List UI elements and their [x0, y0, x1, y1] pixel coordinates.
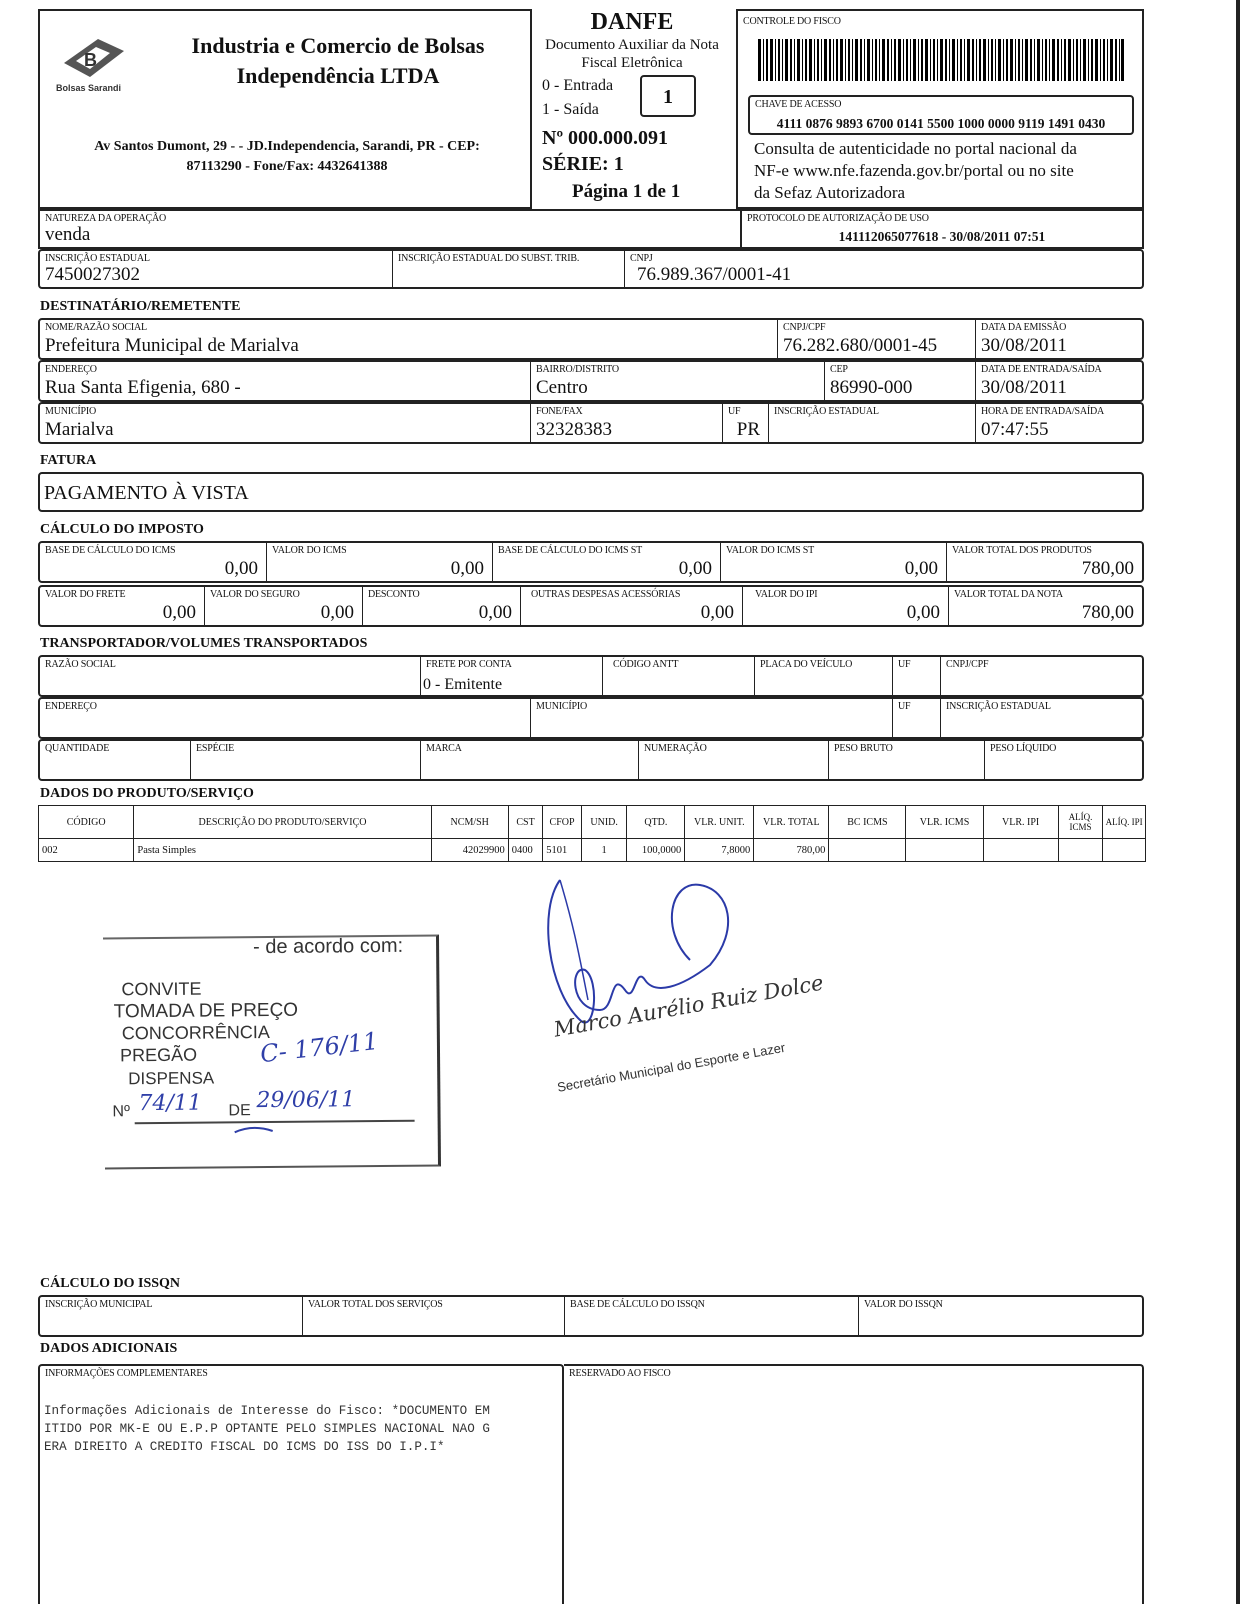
imposto-cell: [266, 543, 492, 581]
emitente-name-line1: Industria e Comercio de Bolsas: [191, 33, 485, 58]
dest-uf-cell: [722, 404, 768, 442]
imposto-value: 780,00: [1081, 602, 1134, 623]
dest-hora-label: HORA DE ENTRADA/SAÍDA: [981, 406, 1105, 417]
protocolo-cell: [740, 211, 1142, 247]
dest-cep-label: CEP: [830, 364, 848, 375]
imposto-cell: [362, 587, 520, 625]
imposto-cell: [520, 587, 742, 625]
imposto-cell: [492, 543, 720, 581]
info-line3: ERA DIREITO A CREDITO FISCAL DO ICMS DO ISS DO I.P.I*: [44, 1440, 445, 1454]
column-header: CFOP: [543, 806, 582, 839]
stamp-line3: TOMADA DE PREÇO: [113, 999, 299, 1023]
transporte-row2: [38, 697, 1144, 739]
transp-cell: [828, 741, 984, 779]
stamp-handwritten-pregao: C- 176/11: [258, 1026, 380, 1069]
transporte-row1: [38, 655, 1144, 697]
transp-label: QUANTIDADE: [45, 743, 110, 754]
emitente-box: [38, 9, 532, 209]
transp-cell: [940, 657, 1142, 695]
transp-label: MUNICÍPIO: [536, 701, 587, 712]
emitente-address-line2: 87113290 - Fone/Fax: 4432641388: [186, 159, 388, 174]
natureza-cell: [40, 211, 740, 247]
table-row: [39, 839, 1146, 862]
svg-text:B: B: [84, 50, 97, 70]
emitente-address-line1: Av Santos Dumont, 29 - - JD.Independencia, Sarandi, PR - CEP:: [94, 139, 480, 154]
destinatario-row1: [38, 318, 1144, 360]
imposto-value: 0,00: [478, 602, 512, 623]
dest-entrada-value: 30/08/2011: [981, 377, 1067, 398]
imposto-value: 0,00: [700, 602, 734, 623]
table-cell: [1103, 839, 1146, 862]
dest-entrada-cell: [975, 362, 1142, 400]
imposto-value: 0,00: [678, 558, 712, 579]
nf-page: Página 1 de 1: [572, 181, 681, 202]
dest-uf-label: UF: [728, 406, 741, 417]
transp-label: PESO LÍQUIDO: [990, 743, 1057, 754]
issqn-label: VALOR DO ISSQN: [864, 1299, 943, 1310]
reservado-fisco-label: RESERVADO AO FISCO: [569, 1368, 671, 1379]
danfe-subtitle-1: Documento Auxiliar da Nota: [545, 37, 719, 53]
dest-endereco-label: ENDEREÇO: [45, 364, 97, 375]
adicionais-heading: DADOS ADICIONAIS: [40, 1341, 178, 1356]
consulta-line2: NF-e www.nfe.fazenda.gov.br/portal ou no site: [754, 161, 1074, 180]
ie-value: 7450027302: [45, 264, 140, 285]
imposto-value: 0,00: [162, 602, 196, 623]
imposto-label: BASE DE CÁLCULO DO ICMS ST: [498, 545, 642, 556]
info-complementares-box: [38, 1364, 564, 1604]
tipo-entrada: 0 - Entrada: [542, 77, 614, 94]
protocolo-value: 141112065077618 - 30/08/2011 07:51: [838, 229, 1046, 244]
danfe-subtitle-2: Fiscal Eletrônica: [581, 55, 683, 71]
transp-cell: [40, 657, 420, 695]
dest-bairro-label: BAIRRO/DISTRITO: [536, 364, 619, 375]
imposto-value: 0,00: [320, 602, 354, 623]
logo-text: Bolsas Sarandi: [56, 83, 122, 93]
dest-nome-cell: [40, 320, 777, 358]
company-logo: [54, 33, 132, 95]
dest-municipio-cell: [40, 404, 530, 442]
dest-fone-label: FONE/FAX: [536, 406, 583, 417]
dest-municipio-label: MUNICÍPIO: [45, 406, 96, 417]
column-header: VLR. IPI: [983, 806, 1058, 839]
table-cell: 5101: [543, 839, 582, 862]
stamp-line6: DISPENSA: [128, 1068, 215, 1089]
stamp-line4: CONCORRÊNCIA: [121, 1022, 270, 1044]
imposto-label: VALOR DO IPI: [755, 589, 818, 600]
imposto-label: VALOR DO ICMS: [272, 545, 347, 556]
dest-emissao-label: DATA DA EMISSÃO: [981, 322, 1067, 333]
transp-cell: [40, 741, 190, 779]
transp-label: PESO BRUTO: [834, 743, 893, 754]
transp-cell: [940, 699, 1142, 737]
table-cell: 1: [581, 839, 627, 862]
chave-acesso-label: CHAVE DE ACESSO: [755, 99, 842, 110]
produtos-heading: DADOS DO PRODUTO/SERVIÇO: [40, 786, 254, 801]
info-complementares-label: INFORMAÇÕES COMPLEMENTARES: [45, 1368, 208, 1379]
imposto-row2: [38, 585, 1144, 627]
reservado-fisco-box: [564, 1364, 1144, 1604]
table-cell: 002: [39, 839, 134, 862]
fatura-box: [38, 472, 1144, 512]
transp-cell: [420, 657, 602, 695]
stamp-underline: [135, 1117, 425, 1140]
danfe-box: [530, 9, 734, 209]
fatura-heading: FATURA: [40, 453, 97, 468]
signatory-title: Secretário Municipal do Esporte e Lazer: [556, 1039, 787, 1095]
dest-uf-value: PR: [736, 419, 760, 440]
imposto-heading: CÁLCULO DO IMPOSTO: [40, 522, 204, 537]
imposto-cell: [204, 587, 362, 625]
transporte-row3: [38, 739, 1144, 781]
issqn-cell: [40, 1297, 302, 1335]
transp-label: INSCRIÇÃO ESTADUAL: [946, 701, 1051, 712]
transp-cell: [754, 657, 892, 695]
dest-cnpj-label: CNPJ/CPF: [783, 322, 826, 333]
dest-endereco-cell: [40, 362, 530, 400]
imposto-value: 0,00: [904, 558, 938, 579]
imposto-cell: [948, 587, 1142, 625]
consulta-line1: Consulta de autenticidade no portal nacional da: [754, 139, 1077, 158]
ie-label: INSCRIÇÃO ESTADUAL: [45, 253, 150, 264]
issqn-row: [38, 1295, 1144, 1337]
chave-acesso-value: 4111 0876 9893 6700 0141 5500 1000 0000 9119 1491 0430: [776, 116, 1106, 131]
imposto-label: VALOR TOTAL DA NOTA: [954, 589, 1063, 600]
column-header: UNID.: [581, 806, 627, 839]
dest-hora-cell: [975, 404, 1142, 442]
dest-cnpj-value: 76.282.680/0001-45: [783, 335, 938, 356]
transp-label: UF: [898, 701, 911, 712]
transp-cell: [892, 699, 940, 737]
table-cell: 780,00: [754, 839, 829, 862]
stamp-line7-prefix: Nº: [112, 1103, 130, 1121]
ie-cell: [40, 251, 392, 287]
dest-fone-cell: [530, 404, 722, 442]
approval-stamp: [103, 935, 441, 1170]
stamp-line5: PREGÃO: [119, 1044, 198, 1066]
imposto-label: VALOR DO FRETE: [45, 589, 126, 600]
nf-serie: SÉRIE: 1: [542, 153, 624, 175]
imposto-value: 0,00: [224, 558, 258, 579]
dest-bairro-value: Centro: [536, 377, 588, 398]
stamp-handwritten-date: 29/06/11: [256, 1087, 356, 1114]
transp-frete-value: 0 - Emitente: [423, 676, 503, 693]
dest-ie-cell: [768, 404, 975, 442]
issqn-cell: [858, 1297, 1142, 1335]
cnpj-label: CNPJ: [630, 253, 653, 264]
transp-label: UF: [898, 659, 911, 670]
dest-entrada-label: DATA DE ENTRADA/SAÍDA: [981, 364, 1102, 375]
dest-emissao-cell: [975, 320, 1142, 358]
transp-label: CÓDIGO ANTT: [613, 659, 679, 670]
dest-cep-value: 86990-000: [830, 377, 913, 398]
nf-number: Nº 000.000.091: [542, 127, 669, 149]
produtos-header-row: [39, 806, 1146, 839]
transp-cell: [40, 699, 530, 737]
imposto-cell: [946, 543, 1142, 581]
ie-row: [38, 249, 1144, 289]
dest-municipio-value: Marialva: [45, 419, 114, 440]
scan-edge: [1236, 0, 1240, 1604]
issqn-cell: [302, 1297, 564, 1335]
dest-endereco-value: Rua Santa Efigenia, 680 -: [45, 377, 241, 398]
table-cell: Pasta Simples: [134, 839, 431, 862]
table-cell: [1058, 839, 1103, 862]
imposto-value: 0,00: [906, 602, 940, 623]
dest-emissao-value: 30/08/2011: [981, 335, 1067, 356]
dest-ie-label: INSCRIÇÃO ESTADUAL: [774, 406, 879, 417]
natureza-value: venda: [45, 224, 91, 245]
imposto-cell: [40, 587, 204, 625]
table-cell: 7,8000: [685, 839, 754, 862]
transp-cell: [530, 699, 892, 737]
imposto-label: VALOR DO SEGURO: [210, 589, 300, 600]
imposto-value: 0,00: [450, 558, 484, 579]
transp-label: ENDEREÇO: [45, 701, 97, 712]
imposto-label: DESCONTO: [368, 589, 420, 600]
emitente-name-line2: Independência LTDA: [236, 63, 440, 88]
imposto-cell: [742, 587, 948, 625]
issqn-label: VALOR TOTAL DOS SERVIÇOS: [308, 1299, 443, 1310]
issqn-cell: [564, 1297, 858, 1335]
transp-label: FRETE POR CONTA: [426, 659, 512, 670]
column-header: ALÍQ. ICMS: [1058, 806, 1103, 839]
barcode: [758, 39, 1124, 81]
signatory-name: Marco Aurélio Ruiz Dolce: [552, 970, 826, 1042]
column-header: BC ICMS: [829, 806, 906, 839]
imposto-label: BASE DE CÁLCULO DO ICMS: [45, 545, 176, 556]
destinatario-row2: [38, 360, 1144, 402]
natureza-row: [38, 209, 1144, 249]
natureza-label: NATUREZA DA OPERAÇÃO: [45, 213, 167, 224]
dest-nome-label: NOME/RAZÃO SOCIAL: [45, 322, 147, 333]
transp-cell: [638, 741, 828, 779]
danfe-title: DANFE: [590, 9, 674, 35]
ie-st-cell: [392, 251, 624, 287]
stamp-line2: CONVITE: [121, 978, 202, 1000]
column-header: VLR. UNIT.: [685, 806, 754, 839]
consulta-line3: da Sefaz Autorizadora: [754, 183, 906, 202]
imposto-label: VALOR TOTAL DOS PRODUTOS: [952, 545, 1092, 556]
transp-label: MARCA: [426, 743, 462, 754]
tipo-saida: 1 - Saída: [542, 101, 599, 118]
issqn-heading: CÁLCULO DO ISSQN: [40, 1276, 181, 1291]
imposto-label: VALOR DO ICMS ST: [726, 545, 815, 556]
transp-cell: [190, 741, 420, 779]
column-header: NCM/SH: [431, 806, 508, 839]
produtos-table: [38, 805, 1146, 862]
imposto-cell: [720, 543, 946, 581]
dest-hora-value: 07:47:55: [981, 419, 1049, 440]
stamp-line1: - de acordo com:: [252, 934, 404, 959]
ie-st-label: INSCRIÇÃO ESTADUAL DO SUBST. TRIB.: [398, 253, 580, 264]
transp-cell: [602, 657, 754, 695]
stamp-handwritten-number: 74/11: [138, 1090, 202, 1117]
dest-fone-value: 32328383: [536, 419, 612, 440]
column-header: ALÍQ. IPI: [1103, 806, 1146, 839]
transp-cell: [984, 741, 1142, 779]
stamp-line7-de: DE: [228, 1102, 251, 1120]
cnpj-value: 76.989.367/0001-41: [637, 264, 792, 285]
controle-fisco-box: [736, 9, 1144, 209]
issqn-label: BASE DE CÁLCULO DO ISSQN: [570, 1299, 705, 1310]
transporte-heading: TRANSPORTADOR/VOLUMES TRANSPORTADOS: [40, 636, 368, 651]
tipo-box: 1: [640, 75, 696, 117]
imposto-row1: [38, 541, 1144, 583]
transp-label: PLACA DO VEÍCULO: [760, 659, 853, 670]
transp-cell: [420, 741, 638, 779]
imposto-label: OUTRAS DESPESAS ACESSÓRIAS: [531, 589, 681, 600]
dest-cep-cell: [824, 362, 975, 400]
table-cell: 0400: [508, 839, 542, 862]
column-header: DESCRIÇÃO DO PRODUTO/SERVIÇO: [134, 806, 431, 839]
cnpj-cell: [624, 251, 1142, 287]
column-header: VLR. TOTAL: [754, 806, 829, 839]
transp-cell: [892, 657, 940, 695]
table-cell: 100,0000: [627, 839, 685, 862]
chave-acesso-box: [748, 95, 1134, 135]
table-cell: [983, 839, 1058, 862]
protocolo-label: PROTOCOLO DE AUTORIZAÇÃO DE USO: [747, 213, 929, 224]
table-cell: [906, 839, 983, 862]
transp-label: ESPÉCIE: [196, 743, 235, 754]
info-line1: Informações Adicionais de Interesse do Fisco: *DOCUMENTO EM: [44, 1404, 490, 1418]
dest-cnpj-cell: [777, 320, 975, 358]
destinatario-heading: DESTINATÁRIO/REMETENTE: [40, 299, 241, 314]
table-cell: 42029900: [431, 839, 508, 862]
transp-label: RAZÃO SOCIAL: [45, 659, 116, 670]
column-header: CÓDIGO: [39, 806, 134, 839]
controle-fisco-label: CONTROLE DO FISCO: [743, 16, 841, 27]
column-header: CST: [508, 806, 542, 839]
imposto-cell: [40, 543, 266, 581]
column-header: QTD.: [627, 806, 685, 839]
column-header: VLR. ICMS: [906, 806, 983, 839]
fatura-text: PAGAMENTO À VISTA: [44, 482, 249, 504]
info-line2: ITIDO POR MK-E OU E.P.P OPTANTE PELO SIMPLES NACIONAL NAO G: [44, 1422, 490, 1436]
table-cell: [829, 839, 906, 862]
issqn-label: INSCRIÇÃO MUNICIPAL: [45, 1299, 153, 1310]
dest-nome-value: Prefeitura Municipal de Marialva: [45, 335, 299, 356]
imposto-value: 780,00: [1081, 558, 1134, 579]
dest-bairro-cell: [530, 362, 824, 400]
destinatario-row3: [38, 402, 1144, 444]
transp-label: CNPJ/CPF: [946, 659, 989, 670]
transp-label: NUMERAÇÃO: [644, 743, 707, 754]
